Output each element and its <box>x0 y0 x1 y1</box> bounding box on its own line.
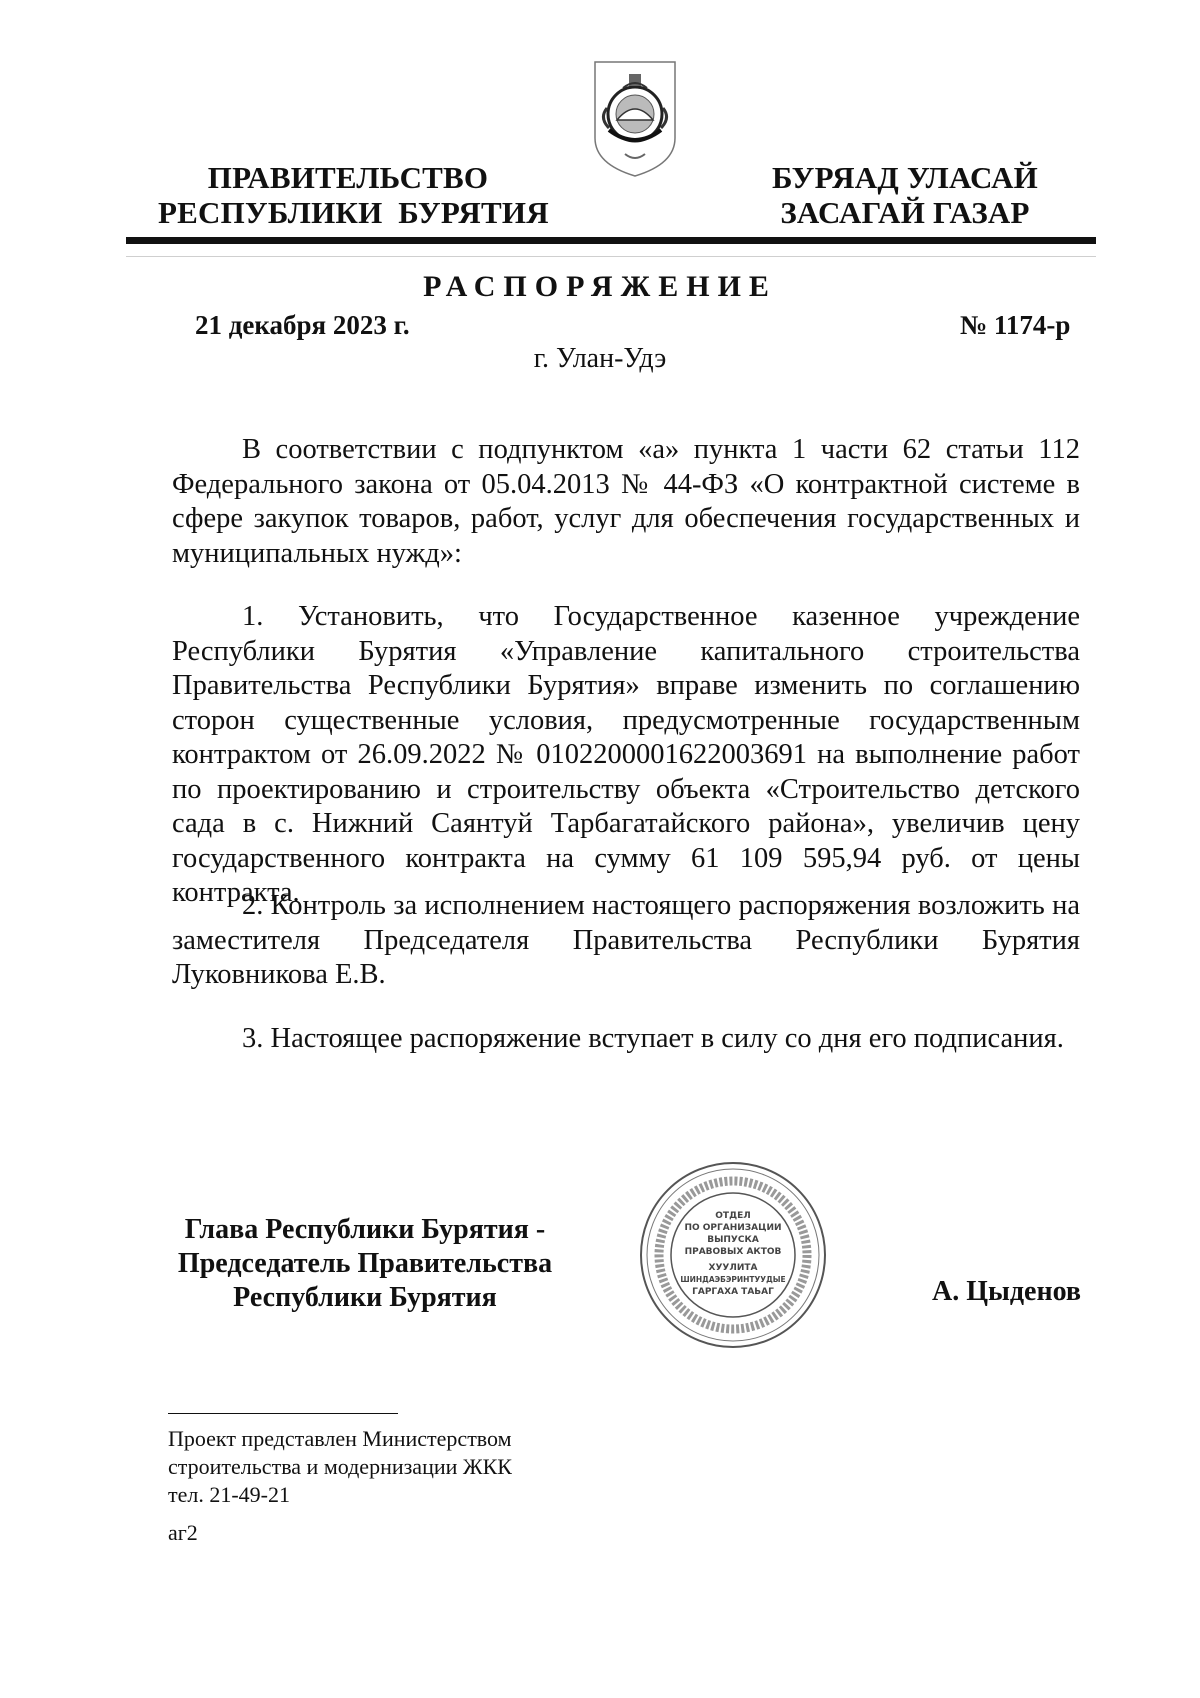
footnote-divider <box>168 1413 398 1414</box>
footnote-line-3: тел. 21-49-21 <box>168 1482 291 1507</box>
stamp-line-5: ХУУЛИТА <box>708 1263 758 1273</box>
signatory-position-line-3: Республики Бурятия <box>233 1282 497 1313</box>
intro-text: В соответствии с подпунктом «а» пункта 1 части 62 статьи 112 Федерального закона от 05.04.2013 № 44-ФЗ «О контрактной системе в сфере закупок товаров, работ, услуг для обеспечения государственных и муниципальных нужд»: <box>172 434 1080 569</box>
official-stamp-icon <box>638 1160 828 1350</box>
footnote <box>168 1425 512 1509</box>
item-3-text: 3. Настоящее распоряжение вступает в силу со дня его подписания. <box>242 1023 1064 1054</box>
header-thin-divider <box>126 256 1096 257</box>
signatory-position-line-2: Председатель Правительства <box>177 1248 553 1279</box>
item-2-paragraph <box>172 889 1080 993</box>
footnote-line-2: строительства и модернизации ЖКК <box>168 1454 512 1479</box>
document-city: г. Улан-Удэ <box>533 343 667 374</box>
stamp-line-6: ШИНДАЭБЭРИНТУУДЫЕ <box>680 1275 786 1284</box>
header-right <box>755 160 1055 230</box>
signatory-name: А. Цыденов <box>932 1276 1082 1307</box>
document-title: РАСПОРЯЖЕНИЕ <box>423 270 777 303</box>
item-1-text: 1. Установить, что Государственное казенное учреждение Республики Бурятия «Управление капитального строительства Правительства Республики Бурятия» вправе изменить по соглашению сторон существенные условия, предусмотренные государственным контрактом от 26.09.2022 № 0102200001622003691 на выполнение работ по проектированию и строительству объекта «Строительство детского сада в с. Нижний Саянтуй Тарбагатайского района», увеличив цену государственного контракта на сумму 61 109 595,94 руб. от цены контракта. <box>172 601 1080 908</box>
intro-paragraph <box>172 433 1080 571</box>
header-left-line-2: РЕСПУБЛИКИ БУРЯТИЯ <box>158 195 549 230</box>
header-left-line-1: ПРАВИТЕЛЬСТВО <box>207 160 489 195</box>
header-left <box>158 160 549 230</box>
document-code: аг2 <box>168 1520 198 1545</box>
document-number: № 1174-р <box>960 310 1071 340</box>
footnote-line-1: Проект представлен Министерством <box>168 1426 512 1451</box>
stamp-line-7: ГАРГАХА ТАЬАГ <box>692 1287 774 1297</box>
document-date: 21 декабря 2023 г. <box>195 310 410 340</box>
item-3-paragraph <box>172 1022 1080 1057</box>
stamp-line-2: ПО ОРГАНИЗАЦИИ <box>684 1223 782 1233</box>
header-divider <box>126 237 1096 244</box>
header-right-line-2: ЗАСАГАЙ ГАЗАР <box>780 195 1030 230</box>
item-2-text: 2. Контроль за исполнением настоящего распоряжения возложить на заместителя Председателя Правительства Республики Бурятия Луковникова Е.В. <box>172 890 1080 990</box>
coat-of-arms-icon <box>587 58 683 180</box>
stamp-line-1: ОТДЕЛ <box>715 1211 751 1221</box>
item-1-paragraph <box>172 600 1080 911</box>
stamp-line-4: ПРАВОВЫХ АКТОВ <box>684 1247 782 1257</box>
header-right-line-1: БУРЯАД УЛАСАЙ <box>772 160 1038 195</box>
signatory-position <box>150 1213 580 1315</box>
signatory-position-line-1: Глава Республики Бурятия - <box>184 1214 546 1245</box>
stamp-line-3: ВЫПУСКА <box>707 1235 759 1245</box>
